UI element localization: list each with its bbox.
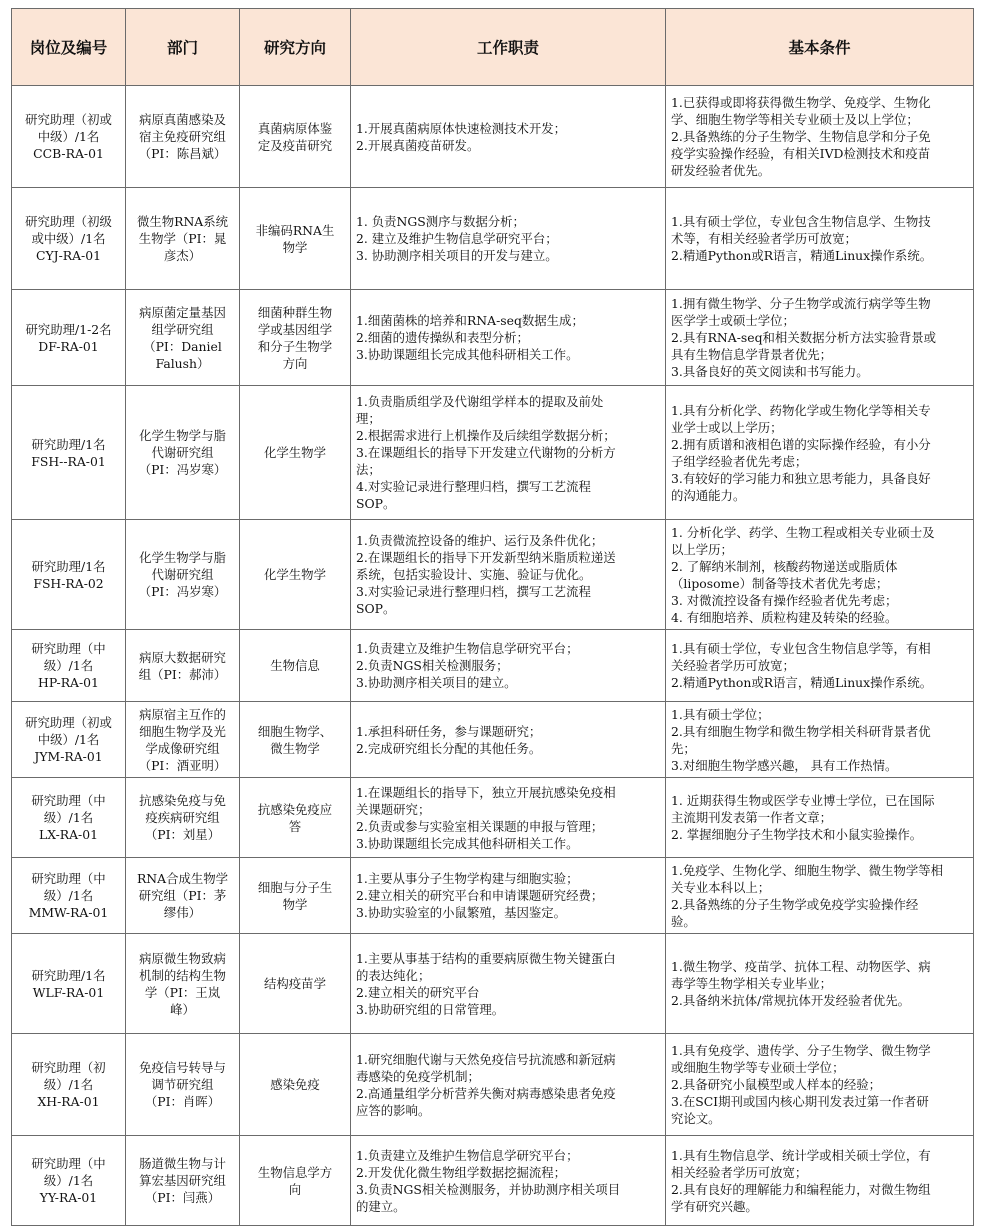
position-line: 研究助理/1-2名 [25, 321, 112, 337]
position-line: 研究助理（初或 [25, 112, 112, 127]
duties-line: 1.负责微流控设备的维护、运行及条件优化； [356, 533, 604, 548]
requirements-line: 2.具备研究小鼠模型或人样本的经验； [671, 1077, 882, 1092]
department-line: 代谢研究组 [151, 567, 214, 582]
requirements-line: 业学士或以上学历； [671, 419, 783, 435]
position-line: XH-RA-01 [37, 1094, 100, 1109]
requirements-line: 主流期刊发表第一作者文章； [671, 810, 833, 825]
duties-line: 1. 负责NGS测序与数据分析； [356, 214, 525, 229]
direction-line: 生物信息 [270, 658, 320, 673]
direction-cell [240, 630, 351, 702]
department-line: RNA合成生物学 [136, 871, 229, 886]
position-line: FSH-RA-02 [33, 575, 104, 591]
duties-line: 4.对实验记录进行整理归档，撰写工艺流程 [356, 479, 591, 494]
requirements-line: 1.具有硕士学位； [671, 706, 770, 722]
duties-line: 1.细菌菌株的培养和RNA-seq数据生成； [356, 313, 584, 328]
direction-line: 生物信息学方 [257, 1164, 333, 1180]
department-line: Falush） [155, 355, 210, 371]
duties-line: 3. 协助测序相关项目的开发与建立。 [356, 248, 558, 263]
duties-cell [351, 290, 666, 386]
requirements-cell [666, 858, 974, 934]
duties-line: 1.承担科研任务，参与课题研究； [356, 723, 542, 739]
direction-line: 细胞生物学、 [257, 723, 333, 739]
duties-line: 2.在课题组长的指导下开发新型纳米脂质粒递送 [356, 550, 616, 565]
department-line: 细胞生物学及光 [139, 723, 226, 739]
department-cell [126, 86, 240, 188]
position-line: 研究助理（初 [31, 1060, 106, 1075]
direction-cell [240, 86, 351, 188]
requirements-line: 2.具备熟练的分子生物学或免疫学实验操作经 [671, 896, 919, 912]
direction-cell [240, 520, 351, 630]
table-row [12, 520, 974, 630]
direction-cell [240, 1136, 351, 1226]
position-cell [12, 520, 126, 630]
requirements-line: 3. 对微流控设备有操作经验者优先考虑； [671, 592, 898, 608]
requirements-line: 4. 有细胞培养、质粒构建及转染的经验。 [671, 609, 898, 625]
department-line: 宿主免疫研究组 [139, 129, 226, 144]
department-line: 峰） [170, 1001, 195, 1017]
position-line: 研究助理/1名 [31, 436, 106, 452]
position-cell [12, 386, 126, 520]
department-line: 化学生物学与脂 [139, 550, 226, 565]
job-table [11, 8, 974, 1226]
department-line: （PI：Daniel [143, 338, 222, 354]
requirements-cell [666, 188, 974, 290]
department-cell [126, 1136, 240, 1226]
direction-line: 向 [288, 1181, 302, 1197]
duties-line: 3.协助测序相关项目的建立。 [356, 675, 517, 690]
requirements-cell [666, 630, 974, 702]
department-line: 算宏基因研究组 [139, 1173, 226, 1188]
table-row [12, 188, 974, 290]
requirements-cell [666, 520, 974, 630]
requirements-line: 关专业本科以上； [671, 879, 771, 895]
direction-cell [240, 188, 351, 290]
duties-line: 2.建立相关的研究平台和申请课题研究经费； [356, 888, 604, 903]
requirements-line: 子组学经验者优先考虑； [671, 453, 808, 469]
requirements-line: 医学学士或硕士学位； [671, 313, 795, 328]
requirements-line: （liposome）制备等技术者优先考虑； [671, 575, 889, 591]
duties-line: 1.负责建立及维护生物信息学研究平台； [356, 641, 579, 656]
requirements-line: 2.精通Python或R语言，精通Linux操作系统。 [671, 248, 933, 263]
department-line: 肠道微生物与计 [139, 1156, 226, 1171]
position-line: 级）/1名 [43, 888, 94, 903]
duties-line: 3.协助课题组长完成其他科研相关工作。 [356, 835, 579, 851]
direction-cell [240, 934, 351, 1034]
department-line: 病原真菌感染及 [139, 112, 226, 127]
requirements-line: 1.具有生物信息学、统计学或相关硕士学位，有 [671, 1147, 931, 1163]
direction-line: 真菌病原体鉴 [257, 120, 333, 136]
duties-line: 的建立。 [356, 1198, 406, 1214]
duties-line: 2.细菌的遗传操纵和表型分析； [356, 330, 529, 345]
department-line: （PI：酒亚明） [138, 757, 227, 773]
direction-line: 细菌种群生物 [257, 304, 333, 320]
position-line: 研究助理（中 [31, 871, 106, 886]
duties-cell [351, 702, 666, 778]
requirements-line: 究论文。 [671, 1111, 721, 1126]
position-line: YY-RA-01 [39, 1190, 98, 1205]
department-cell [126, 290, 240, 386]
direction-line: 细胞与分子生 [257, 879, 333, 895]
table-row [12, 702, 974, 778]
duties-line: 理； [356, 411, 381, 426]
requirements-line: 1.具有硕士学位，专业包含生物信息学等，有相 [671, 641, 931, 656]
position-cell [12, 188, 126, 290]
duties-line: 1.主要从事分子生物学构建与细胞实验； [356, 871, 579, 886]
direction-line: 微生物学 [270, 740, 320, 756]
position-cell [12, 858, 126, 934]
requirements-cell [666, 934, 974, 1034]
department-line: （PI：陈昌斌） [138, 146, 227, 161]
requirements-line: 以上学历； [671, 541, 733, 557]
department-line: 代谢研究组 [151, 445, 214, 460]
requirements-line: 具有生物信息学背景者优先； [671, 347, 833, 362]
position-line: 研究助理（初或 [25, 715, 112, 730]
department-cell [126, 520, 240, 630]
requirements-line: 毒学等生物学相关专业毕业； [671, 976, 833, 991]
direction-line: 抗感染免疫应 [257, 801, 333, 817]
requirements-line: 2.具备熟练的分子生物学、生物信息学和分子免 [671, 129, 931, 144]
requirements-line: 2.具有RNA-seq和相关数据分析方法实验背景或 [671, 330, 937, 345]
duties-cell [351, 778, 666, 858]
duties-line: 应答的影响。 [356, 1102, 431, 1118]
requirements-line: 关经验者学历可放宽； [671, 658, 795, 673]
duties-cell [351, 630, 666, 702]
direction-line: 答 [288, 818, 302, 834]
position-line: DF-RA-01 [38, 338, 99, 354]
position-line: CCB-RA-01 [33, 146, 104, 161]
position-line: 级）/1名 [43, 658, 94, 673]
position-cell [12, 934, 126, 1034]
department-line: 学（PI：王岚 [144, 984, 221, 1000]
requirements-line: 学有研究兴趣。 [671, 1198, 758, 1214]
position-line: WLF-RA-01 [32, 984, 105, 1000]
direction-line: 化学生物学 [264, 445, 326, 460]
requirements-line: 疫学实验操作经验，有相关IVD检测技术和疫苗 [671, 146, 931, 161]
requirements-line: 1.具有免疫学、遗传学、分子生物学、微生物学 [671, 1043, 931, 1058]
requirements-line: 3.对细胞生物学感兴趣， 具有工作热情。 [671, 757, 898, 773]
duties-line: 2.负责或参与实验室相关课题的申报与管理； [356, 818, 604, 834]
table-row [12, 86, 974, 188]
requirements-line: 学、细胞生物学等相关专业硕士及以上学位； [671, 112, 919, 127]
duties-cell [351, 86, 666, 188]
department-line: 学成像研究组 [145, 740, 220, 756]
direction-line: 化学生物学 [264, 567, 326, 582]
department-line: （PI：冯岁寒） [138, 462, 227, 477]
duties-line: 3.协助实验室的小鼠繁殖，基因鉴定。 [356, 905, 567, 920]
duties-line: 1.开展真菌病原体快速检测技术开发； [356, 120, 567, 136]
requirements-line: 3.有较好的学习能力和独立思考能力，具备良好 [671, 470, 931, 486]
header-department: 部门 [126, 9, 240, 86]
requirements-line: 1.免疫学、生物化学、细胞生物学、微生物学等相 [671, 862, 944, 878]
requirements-line: 1.具有硕士学位，专业包含生物信息学、生物技 [671, 214, 931, 229]
position-line: 级）/1名 [43, 1077, 94, 1092]
duties-cell [351, 934, 666, 1034]
duties-line: 3.协助研究组的日常管理。 [356, 1001, 505, 1017]
duties-line: 法； [356, 462, 381, 477]
department-line: 微生物RNA系统 [136, 214, 229, 229]
duties-line: 2.开发优化微生物组学数据挖掘流程； [356, 1164, 567, 1180]
duties-cell [351, 858, 666, 934]
department-line: 化学生物学与脂 [139, 428, 226, 443]
department-line: 机制的结构生物 [139, 967, 226, 983]
requirements-line: 1.已获得或即将获得微生物学、免疫学、生物化 [671, 95, 931, 110]
duties-line: 关课题研究； [356, 801, 431, 817]
requirements-line: 研发经验者优先。 [671, 163, 771, 178]
position-line: 研究助理（初级 [25, 214, 112, 229]
direction-cell [240, 290, 351, 386]
duties-line: 1.主要从事基于结构的重要病原微生物关键蛋白 [356, 950, 616, 966]
department-line: 研究组（PI：茅 [138, 888, 227, 903]
requirements-cell [666, 702, 974, 778]
requirements-line: 相关经验者学历可放宽； [671, 1164, 808, 1180]
duties-line: 3.对实验记录进行整理归档，撰写工艺流程 [356, 584, 591, 599]
duties-line: 3.负责NGS相关检测服务，并协助测序相关项目 [356, 1181, 621, 1197]
duties-line: 2. 建立及维护生物信息学研究平台； [356, 231, 558, 246]
table-row [12, 1136, 974, 1226]
position-cell [12, 778, 126, 858]
duties-line: 2.根据需求进行上机操作及后续组学数据分析； [356, 428, 616, 443]
department-cell [126, 386, 240, 520]
position-line: 中级）/1名 [37, 732, 100, 747]
position-line: 研究助理/1名 [31, 967, 106, 983]
header-requirements: 基本条件 [666, 9, 974, 86]
department-line: 调节研究组 [151, 1077, 214, 1092]
header-row [12, 9, 974, 86]
direction-line: 学或基因组学 [257, 321, 333, 337]
position-line: 研究助理（中 [31, 1156, 106, 1171]
position-line: 研究助理（中 [31, 793, 106, 808]
direction-line: 结构疫苗学 [264, 976, 326, 991]
department-line: 疫疾病研究组 [145, 810, 220, 825]
duties-line: 毒感染的免疫学机制； [356, 1068, 480, 1084]
duties-cell [351, 1034, 666, 1136]
requirements-cell [666, 1136, 974, 1226]
department-line: 病原微生物致病 [139, 950, 226, 966]
department-cell [126, 858, 240, 934]
department-line: 病原宿主互作的 [139, 706, 226, 722]
duties-cell [351, 1136, 666, 1226]
direction-line: 定及疫苗研究 [257, 137, 333, 153]
direction-cell [240, 702, 351, 778]
requirements-line: 先； [671, 740, 696, 756]
direction-cell [240, 1034, 351, 1136]
requirements-line: 2. 掌握细胞分子生物学技术和小鼠实验操作。 [671, 827, 923, 842]
direction-line: 感染免疫 [270, 1077, 320, 1092]
table-row [12, 290, 974, 386]
position-cell [12, 630, 126, 702]
duties-cell [351, 520, 666, 630]
duties-line: 1.负责建立及维护生物信息学研究平台； [356, 1147, 579, 1163]
requirements-line: 2. 了解纳米制剂，核酸药物递送或脂质体 [671, 558, 898, 574]
table-row [12, 386, 974, 520]
position-line: 研究助理/1名 [31, 558, 106, 574]
duties-line: 2.开展真菌疫苗研发。 [356, 137, 480, 153]
position-cell [12, 1136, 126, 1226]
requirements-cell [666, 86, 974, 188]
header-position: 岗位及编号 [12, 9, 126, 86]
direction-line: 物学 [282, 896, 308, 912]
position-line: 研究助理（中 [31, 641, 106, 656]
requirements-line: 的沟通能力。 [671, 487, 746, 503]
position-line: LX-RA-01 [38, 827, 99, 842]
table-row [12, 858, 974, 934]
direction-line: 物学 [282, 239, 308, 255]
position-line: 级）/1名 [43, 1173, 94, 1188]
department-line: 病原菌定量基因 [139, 304, 226, 320]
table-row [12, 934, 974, 1034]
requirements-line: 验。 [671, 913, 696, 929]
requirements-line: 2.精通Python或R语言，精通Linux操作系统。 [671, 675, 933, 690]
table-row [12, 778, 974, 858]
position-cell [12, 1034, 126, 1136]
position-cell [12, 86, 126, 188]
requirements-line: 3.在SCI期刊或国内核心期刊发表过第一作者研 [671, 1094, 929, 1109]
requirements-line: 3.具备良好的英文阅读和书写能力。 [671, 364, 869, 379]
requirements-line: 或细胞生物学等专业硕士学位； [671, 1060, 845, 1075]
department-line: 抗感染免疫与免 [139, 793, 226, 808]
duties-line: 1.在课题组长的指导下，独立开展抗感染免疫相 [356, 784, 616, 800]
position-cell [12, 290, 126, 386]
department-line: （PI：闫燕） [144, 1190, 221, 1205]
department-cell [126, 1034, 240, 1136]
duties-line: 3.协助课题组长完成其他科研相关工作。 [356, 347, 579, 362]
direction-line: 非编码RNA生 [255, 222, 335, 238]
duties-line: 3.在课题组长的指导下开发建立代谢物的分析方 [356, 445, 616, 460]
duties-line: 1.研究细胞代谢与天然免疫信号抗流感和新冠病 [356, 1051, 616, 1067]
department-line: 缪伟） [163, 905, 202, 920]
department-line: （PI：刘星） [144, 827, 221, 842]
duties-line: SOP。 [356, 496, 396, 511]
requirements-line: 1. 分析化学、药学、生物工程或相关专业硕士及 [671, 524, 935, 540]
duties-line: 2.完成研究组长分配的其他任务。 [356, 740, 542, 756]
position-line: 中级）/1名 [37, 129, 100, 144]
department-line: （PI：冯岁寒） [138, 584, 227, 599]
requirements-line: 1.拥有微生物学、分子生物学或流行病学等生物 [671, 296, 931, 311]
table-row [12, 1034, 974, 1136]
requirements-line: 术等，有相关经验者学历可放宽； [671, 231, 857, 246]
department-line: 组（PI：郝沛） [138, 666, 227, 682]
requirements-cell [666, 386, 974, 520]
direction-cell [240, 386, 351, 520]
duties-line: 2.高通量组学分析营养失衡对病毒感染患者免疫 [356, 1085, 616, 1101]
department-line: 免疫信号转导与 [139, 1060, 226, 1075]
department-line: 组学研究组 [151, 321, 214, 337]
position-line: 级）/1名 [43, 810, 94, 825]
department-cell [126, 630, 240, 702]
header-duties: 工作职责 [351, 9, 666, 86]
requirements-line: 1.微生物学、疫苗学、抗体工程、动物医学、病 [671, 959, 931, 974]
direction-line: 和分子生物学 [257, 338, 333, 354]
requirements-line: 1.具有分析化学、药物化学或生物化学等相关专 [671, 402, 931, 418]
requirements-cell [666, 290, 974, 386]
department-line: 彦杰） [163, 248, 202, 263]
department-line: （PI：肖晖） [144, 1094, 221, 1109]
requirements-line: 2.具有良好的理解能力和编程能力，对微生物组 [671, 1181, 931, 1197]
position-line: CYJ-RA-01 [35, 248, 102, 263]
header-direction: 研究方向 [240, 9, 351, 86]
position-line: HP-RA-01 [38, 675, 99, 690]
duties-line: 2.建立相关的研究平台 [356, 984, 480, 1000]
department-cell [126, 778, 240, 858]
duties-line: 1.负责脂质组学及代谢组学样本的提取及前处 [356, 394, 604, 409]
position-line: JYM-RA-01 [34, 749, 103, 764]
department-cell [126, 702, 240, 778]
duties-cell [351, 188, 666, 290]
requirements-line: 2.拥有质谱和液相色谱的实际操作经验，有小分 [671, 436, 931, 452]
requirements-line: 2.具备纳米抗体/常规抗体开发经验者优先。 [671, 993, 911, 1008]
requirements-line: 2.具有细胞生物学和微生物学相关科研背景者优 [671, 723, 931, 739]
position-line: 或中级）/1名 [31, 231, 106, 246]
requirements-cell [666, 778, 974, 858]
position-line: FSH--RA-01 [31, 453, 106, 469]
direction-line: 方向 [282, 355, 308, 371]
department-line: 生物学（PI：晁 [138, 231, 227, 246]
department-cell [126, 188, 240, 290]
duties-line: SOP。 [356, 601, 396, 616]
direction-cell [240, 778, 351, 858]
requirements-cell [666, 1034, 974, 1136]
position-cell [12, 702, 126, 778]
requirements-line: 1. 近期获得生物或医学专业博士学位，已在国际 [671, 793, 935, 808]
department-cell [126, 934, 240, 1034]
duties-line: 2.负责NGS相关检测服务； [356, 658, 509, 673]
duties-line: 的表达纯化； [356, 967, 431, 983]
direction-cell [240, 858, 351, 934]
position-line: MMW-RA-01 [28, 905, 109, 920]
table-row [12, 630, 974, 702]
department-line: 病原大数据研究 [139, 649, 226, 665]
duties-cell [351, 386, 666, 520]
duties-line: 系统，包括实验设计、实施、验证与优化。 [356, 567, 592, 582]
